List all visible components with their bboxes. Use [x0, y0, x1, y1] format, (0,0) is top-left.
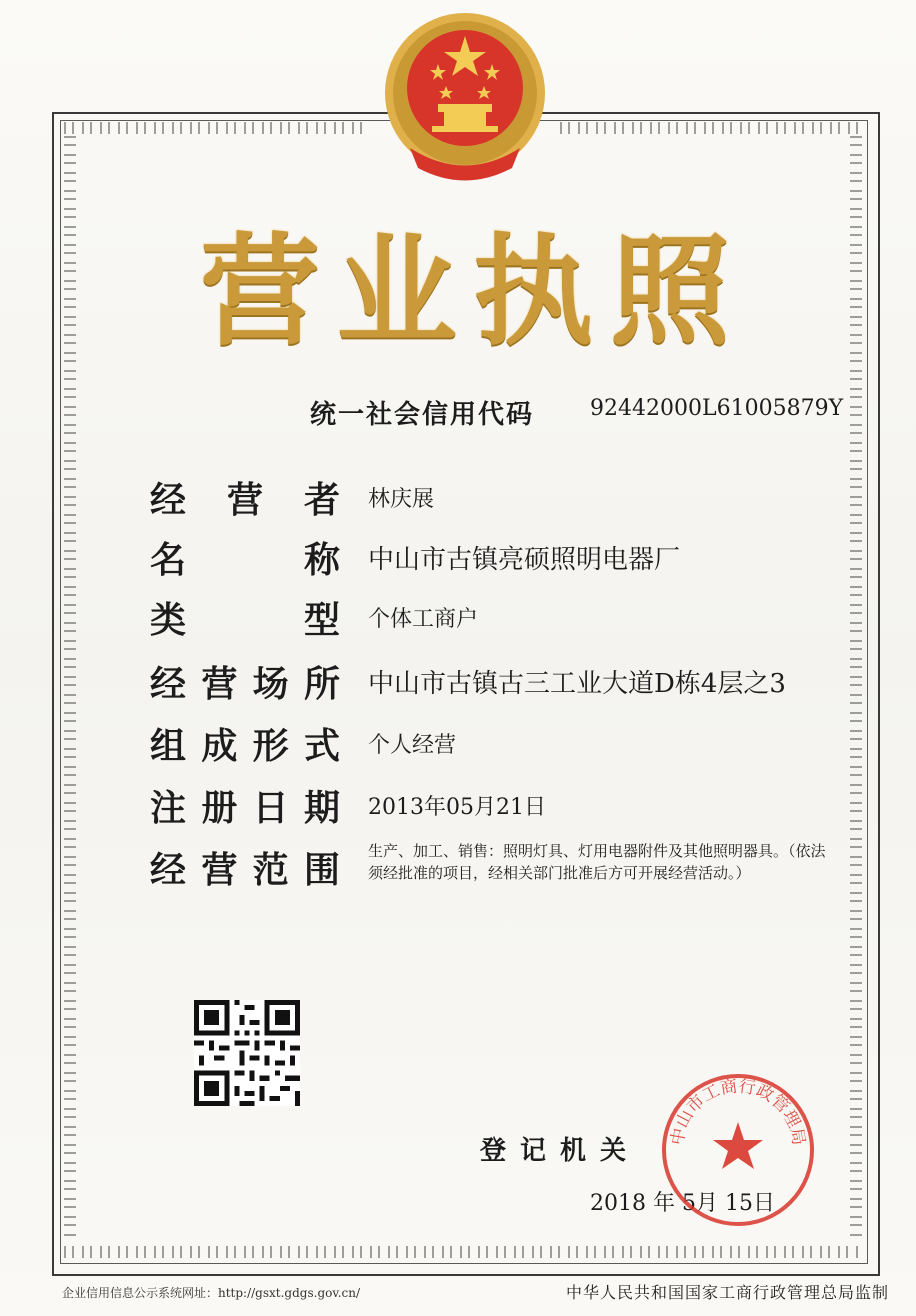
- title-char: 执: [473, 221, 594, 362]
- label-char: 者: [303, 479, 340, 521]
- label-char: 式: [303, 725, 340, 767]
- field-label: [150, 656, 340, 707]
- label-char: 称: [303, 539, 340, 581]
- label-char: 形: [252, 725, 289, 767]
- fret-pattern-right: [850, 136, 862, 1242]
- field-label: [150, 472, 340, 523]
- label-char: 营: [201, 663, 238, 705]
- field-row-form: [150, 718, 850, 769]
- credit-code-value: 92442000L61005879Y: [590, 396, 844, 421]
- label-char: 日: [252, 787, 289, 829]
- footer-website: 企业信用信息公示系统网址：http://gsxt.gdgs.gov.cn/: [62, 1286, 361, 1300]
- label-char: 册: [201, 787, 238, 829]
- field-label: [150, 592, 340, 643]
- field-value-type: 个体工商户: [368, 607, 479, 632]
- label-char: 型: [303, 599, 340, 641]
- license-title: [200, 222, 730, 362]
- official-seal-icon: [658, 1070, 818, 1230]
- field-row-name: [150, 532, 850, 583]
- qr-code-icon[interactable]: [194, 1000, 300, 1106]
- label-char: 经: [150, 479, 187, 521]
- field-value-form: 个人经营: [368, 733, 457, 758]
- fret-pattern-left: [64, 136, 76, 1242]
- fret-pattern-top-left: [64, 122, 364, 134]
- field-label: [150, 842, 340, 893]
- label-char: 营: [201, 849, 238, 891]
- field-value-operator: 林庆展: [368, 487, 435, 512]
- label-char: 经: [150, 849, 187, 891]
- credit-code-label: 统一社会信用代码: [310, 400, 535, 430]
- label-char: 所: [303, 663, 340, 705]
- field-label: [150, 780, 340, 831]
- field-label: [150, 718, 340, 769]
- footer-supervisor: 中华人民共和国国家工商行政管理总局监制: [566, 1283, 890, 1302]
- label-char: 场: [252, 663, 289, 705]
- title-char: 业: [336, 221, 457, 362]
- field-row-reg-date: [150, 780, 850, 831]
- title-char: 照: [609, 221, 730, 362]
- label-char: 成: [201, 725, 238, 767]
- label-char: 类: [150, 599, 187, 641]
- field-row-type: [150, 592, 850, 643]
- label-char: 围: [303, 849, 340, 891]
- label-char: 营: [226, 479, 263, 521]
- field-value-address: 中山市古镇古三工业大道D栋4层之3: [368, 669, 786, 699]
- fret-pattern-top-right: [560, 122, 860, 134]
- registration-date: 2018 年 5月 15日: [590, 1191, 775, 1216]
- label-char: 期: [303, 787, 340, 829]
- field-value-scope: 生产、加工、销售：照明灯具、灯用电器附件及其他照明器具。（依法须经批准的项目，经相关部门批准后方可开展经营活动。）: [368, 842, 826, 882]
- field-row-operator: [150, 472, 850, 523]
- label-char: 组: [150, 725, 187, 767]
- label-char: 名: [150, 539, 187, 581]
- field-label: [150, 532, 340, 583]
- national-emblem-icon: [380, 8, 550, 188]
- field-value-name: 中山市古镇亮硕照明电器厂: [368, 545, 681, 575]
- fret-pattern-bottom: [64, 1246, 862, 1258]
- label-char: 注: [150, 787, 187, 829]
- label-char: 范: [252, 849, 289, 891]
- field-row-address: [150, 656, 850, 707]
- registration-authority-label: 登记机关: [480, 1136, 641, 1166]
- title-char: 营: [200, 221, 320, 362]
- seal-text: 中山市工商行政管理局: [667, 1076, 809, 1147]
- field-value-reg-date: 2013年05月21日: [368, 795, 546, 820]
- label-char: 经: [150, 663, 187, 705]
